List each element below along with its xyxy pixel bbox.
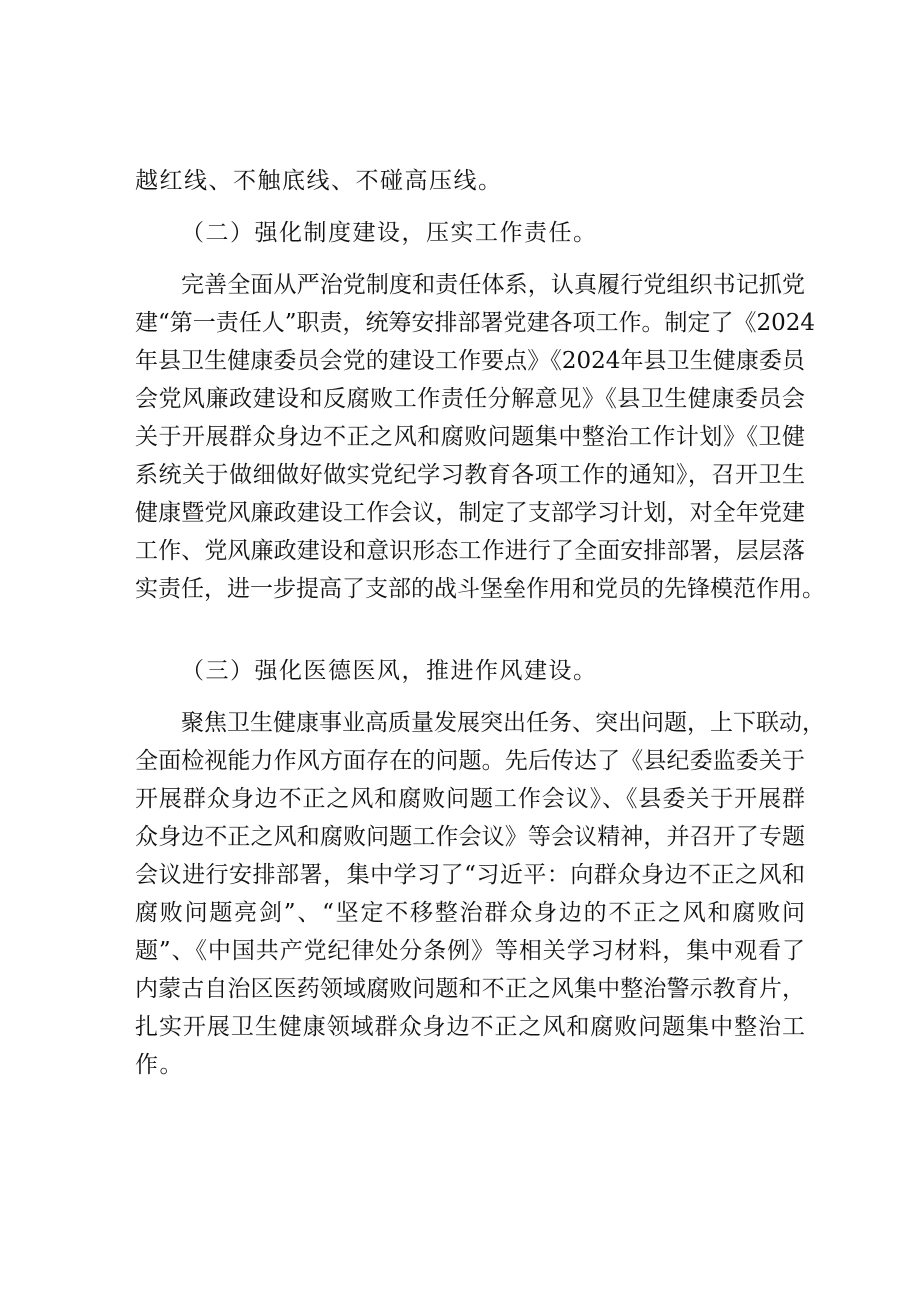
section-3-line: 开展群众身边不正之风和腐败问题工作会议》、《县委关于开展群 xyxy=(135,786,805,812)
intro-line: 越红线、不触底线、不碰高压线。 xyxy=(135,168,503,194)
section-2-line: 年县卫生健康委员会党的建设工作要点》《2024年县卫生健康委员 xyxy=(135,348,805,374)
section-2-line: 系统关于做细做好做实党纪学习教育各项工作的通知》，召开卫生 xyxy=(135,462,805,488)
section-3-line: 作。 xyxy=(135,1052,184,1078)
section-2-line: 完善全面从严治党制度和责任体系，认真履行党组织书记抓党 xyxy=(181,272,805,298)
section-2-line: 健康暨党风廉政建设工作会议，制定了支部学习计划，对全年党建 xyxy=(135,500,805,526)
section-3-line: 众身边不正之风和腐败问题工作会议》等会议精神，并召开了专题 xyxy=(135,824,805,850)
section-3-line: 扎实开展卫生健康领域群众身边不正之风和腐败问题集中整治工 xyxy=(135,1014,805,1040)
section-2-heading: （二）强化制度建设，压实工作责任。 xyxy=(181,220,598,246)
section-3-line: 内蒙古自治区医药领域腐败问题和不正之风集中整治警示教育片， xyxy=(135,976,805,1002)
section-3-line: 题”、《中国共产党纪律处分条例》等相关学习材料，集中观看了 xyxy=(135,938,805,964)
section-2-line: 建“第一责任人”职责，统筹安排部署党建各项工作。制定了《2024 xyxy=(135,310,816,336)
section-2-line: 会党风廉政建设和反腐败工作责任分解意见》《县卫生健康委员会 xyxy=(135,386,805,412)
section-2-line: 关于开展群众身边不正之风和腐败问题集中整治工作计划》《卫健 xyxy=(135,424,805,450)
section-3-line: 腐败问题亮剑”、“坚定不移整治群众身边的不正之风和腐败问 xyxy=(135,900,805,926)
section-2-line: 实责任，进一步提高了支部的战斗堡垒作用和党员的先锋模范作用。 xyxy=(135,576,825,602)
section-3-line: 会议进行安排部署，集中学习了“习近平：向群众身边不正之风和 xyxy=(135,862,805,888)
section-3-line: 聚焦卫生健康事业高质量发展突出任务、突出问题，上下联动， xyxy=(181,710,825,736)
section-3-heading: （三）强化医德医风，推进作风建设。 xyxy=(181,658,598,684)
section-2-line: 工作、党风廉政建设和意识形态工作进行了全面安排部署，层层落 xyxy=(135,538,805,564)
section-3-line: 全面检视能力作风方面存在的问题。先后传达了《县纪委监委关于 xyxy=(135,748,805,774)
